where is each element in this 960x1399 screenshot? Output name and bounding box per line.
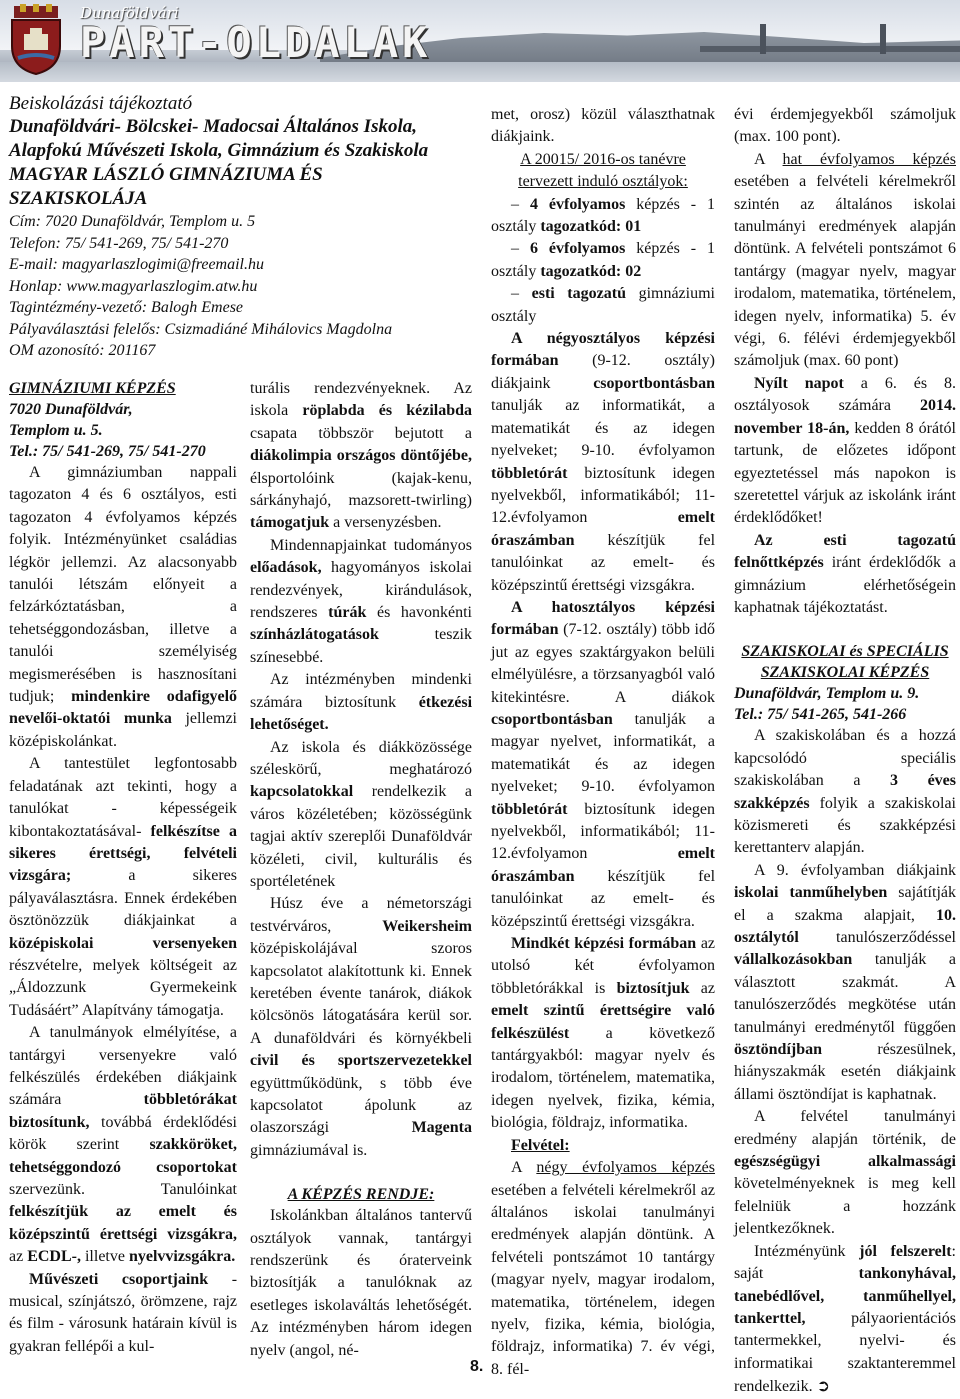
intro-block [9, 92, 469, 362]
section-place: 7020 Dunaföldvár, [9, 401, 133, 418]
paragraph: A 9. évfolyamban diákjaink iskolai tanműhelyben sajátítják el a szakma alapjait, 10. osztálytól tanulószerződéssel vállalkozásokban tanulják a választott szakmát. A tanulószerződés megkötése után tanulmányi eredménytől függően ösztöndíjban részesülnek, hiányszakmák esetén diákjaink állami ösztöndíjat is kaphatnak. [734, 861, 956, 1103]
brand-subtitle: Dunaföldvári [80, 4, 179, 22]
email-line[interactable]: E-mail: magyarlaszlogimi@freemail.hu [9, 256, 264, 273]
paragraph: Az esti tagozatú felnőttképzés iránt érdeklődők a gimnázium elérhetőségein kaphatnak tájékoztatást. [734, 531, 957, 616]
banner-bridge [700, 46, 960, 52]
list-item: – 4 évfolyamos képzés - 1 osztály tagozatkód: 01 [491, 195, 716, 236]
paragraph: Iskolánkban általános tantervű osztályok vannak, tantárgyi rendszerünk és óraterveink biztosítják a tanulóknak az esetleges iskolaváltás lehetőségét. Az intézményben három idegen nyelv (angol, né- [250, 1207, 472, 1359]
paragraph: A négyosztályos képzési formában (9-12. osztály) diákjaink csoportbontásban tanulják az informatikát, a matematikát és az idegen nyelveket; 9-10. évfolyamon többletórát biztosítunk idegen nyelvekből, informatikából; 11-12.évfolyamon emelt óraszámban készítjük fel tanulóinkat az emelt- és középszintű érettségi vizsgákra. [491, 330, 716, 594]
paragraph: A tanulmányok elmélyítése, a tantárgyi versenyekre való felkészülés érdekében diákjaink számára többletórákat biztosítunk, továbbá érdeklődési körök szerint szakköröket, tehetséggondozó csoportokat szervezünk. Tanulóinkat felkészítjük az emelt és középszintű érettségi vizsgákra, az ECDL-, illetve nyelvvizsgákra. [9, 1024, 237, 1266]
column-4 [734, 104, 956, 1399]
page-number: 8. [470, 1358, 484, 1375]
paragraph: Az intézményben mindenki számára biztosítunk étkezési lehetőséget. [250, 671, 473, 734]
paragraph: A szakiskolában és a hozzá kapcsolódó speciális szakiskolában a 3 éves szakképzés folyik a szakiskolai közismereti és szakképzési kerettanterv alapján. [734, 727, 957, 857]
column-3 [491, 104, 715, 1381]
paragraph: évi érdemjegyekből számoljuk (max. 100 pont). [734, 106, 956, 146]
brand-title: PART-OLDALAK [80, 18, 432, 67]
intro-kicker: Beiskolázási tájékoztató [9, 93, 193, 114]
section-heading-szakiskola: SZAKISKOLAI és SPECIÁLIS SZAKISKOLAI KÉPZÉS [741, 643, 949, 682]
section-place: Dunaföldvár, Templom u. 9. [734, 685, 920, 703]
column-1 [9, 378, 237, 1358]
section-phone: Tel.: 75/ 541-265, 541-266 [734, 706, 907, 724]
paragraph: A felvétel tanulmányi eredmény alapján történik, de egészségügyi alkalmassági követelményeknek is meg kell felelniük a hozzánk jelentkezőknek. [734, 1108, 956, 1238]
section-phone: Tel.: 75/ 541-269, 75/ 541-270 [9, 443, 206, 460]
paragraph: Mindkét képzési formában az utolsó két évfolyamon többletórákkal is biztosítjuk az emelt szintű érettségire való felkészülést a következő tantárgyakból: magyar nyelv és irodalom, történelem, matematika, idegen nyelvek, fizika, kémia, biológia, földrajz, informatika. [491, 935, 716, 1132]
paragraph: Az iskola és diákközössége széleskörű, meghatározó kapcsolatokkal rendelkezik a város közéletében; közösségünk tagjai aktív szereplői Dunaföldvár közéleti, civil, kulturális és sportéletének [250, 738, 472, 890]
website-line[interactable]: Honlap: www.magyarlaszlogim.atw.hu [9, 277, 258, 295]
paragraph: Intézményünk jól felszerelt: saját tankonyhával, tanebédlővel, tanműhellyel, tankerttel, pályaorientációs tantermekkel, nyelvi- és informatikai szaktanteremmel rendelkezik. ➲ [734, 1242, 956, 1396]
om-id-line: OM azonosító: 201167 [9, 342, 156, 359]
coat-of-arms-icon [6, 6, 66, 76]
paragraph: A hatosztályos képzési formában (7-12. osztály) több idő jut az egyes szaktárgyakon belüli elmélyülésre, a törzsanyagból való kitekintésre. A diákok csoportbontásban tanulják a magyar nyelvet, informatikát, a matematikát és az idegen nyelveket; 9-10. évfolyamon többletórát biztosítunk idegen nyelvekből, informatikából; 11-12.évfolyamon emelt óraszámban készítjük fel tanulóinkat az emelt- és középszintű érettségi vizsgákra. [491, 598, 716, 930]
paragraph: A tantestület legfontosabb feladatának azt tekinti, hogy a tanulókat - képességeik kibontakoztatásával- felkészítse a sikeres érettségi, felvételi vizsgára; a sikeres pályaválasztásra. Ennek érdekében ösztönözzük diákjainkat a középiskolai versenyeken részvételre, melyek költségeit az „Áldozzunk Gyermekeink Tudásáért” Alapítvány támogatja. [9, 755, 238, 1019]
leader-line: Tagintézmény-vezető: Balogh Emese [9, 299, 244, 316]
admission-heading: Felvétel: [511, 1136, 570, 1154]
classes-title: A 20015/ 2016-os tanévre tervezett induló osztályok: [518, 150, 688, 191]
paragraph: met, orosz) közül választhatnak diákjaink. [491, 106, 715, 146]
school-name: Dunaföldvári- Bölcskei- Madocsai Általános Iskola, Alapfokú Művészeti Iskola, Gimnázium és Szakiskola MAGYAR LÁSZLÓ GIMNÁZIUMA ÉS SZAKISKOLÁJA [9, 116, 429, 209]
list-item: – esti tagozatú gimnáziumi osztály [491, 285, 715, 325]
career-officer-line: Pályaválasztási felelős: Csizmadiáné Mihálovics Magdolna [9, 320, 393, 338]
address-line: Cím: 7020 Dunaföldvár, Templom u. 5 [9, 213, 256, 230]
paragraph: A gimnáziumban nappali tagozaton 4 és 6 osztályos, esti tagozaton 4 évfolyamos képzés folyik. Intézményünket családias légkör jellemzi. Az alacsonyabb tanulói létszám előnyeit a felzárkóztatásban, a tehetséggondozásban, illetve a tanulói személyiség megismerésében is hasznosítani tudjuk; mindenkire odafigyelő nevelői-oktatói munka jellemzi középiskolánkat. [9, 464, 238, 750]
header-banner [0, 0, 960, 82]
paragraph: Húsz éve a németországi testvérváros, Weikersheim középiskolájával szoros kapcsolatot alakítottunk ki. Ennek keretében évente tanárok, diákok kölcsönös látogatására kerül sor. A dunaföldvári és környékbeli civil és sportszervezetekkel együttműködünk, s több éve kapcsolatot ápolunk az olaszországi Magenta gimnáziumával is. [250, 895, 472, 1159]
section-place: Templom u. 5. [9, 422, 103, 439]
continue-arrow-icon: ➲ [816, 1376, 831, 1396]
bridge-tower [760, 24, 766, 54]
column-2 [250, 378, 472, 1362]
list-item: – 6 évfolyamos képzés - 1 osztály tagozatkód: 02 [491, 240, 716, 280]
section-heading-kepzes-rendje: A KÉPZÉS RENDJE: [287, 1186, 435, 1204]
bridge-tower [880, 24, 886, 54]
paragraph: Művészeti csoportjaink - musical, színjátszó, örömzene, rajz és film - városunk határain kívül is gyakran fellépői a kul- [9, 1270, 238, 1355]
section-heading-gimnazium: GIMNÁZIUMI KÉPZÉS [9, 380, 176, 397]
paragraph: A négy évfolyamos képzés esetében a felvételi kérelmekről az általános iskolai tanulmányi eredmények alapján döntünk. A felvételi pontszámot 10 tantárgy (magyar nyelv, magyar irodalom, matematika, történelem, idegen nyelv, fizika, kémia, biológia, földrajz, informatika) 7. év végi, 8. fél- [491, 1159, 716, 1378]
paragraph: Nyílt napot a 6. és 8. osztályosok számára 2014. november 18-án, kedden 8 órától tartunk, de előzetes időpont egyeztetéssel más napokon is szeretettel várjuk az iskolánk iránt érdeklődőket! [734, 374, 957, 527]
paragraph: turális rendezvényeknek. Az iskola röplabda és kézilabda csapata többször bejutott a diákolimpia országos döntőjébe, élsportolóink (kajak-kenu, sárkányhajó, mazsorett-twirling) támogatjuk a versenyzésben. [250, 380, 472, 532]
phone-line: Telefon: 75/ 541-269, 75/ 541-270 [9, 234, 229, 252]
paragraph: A hat évfolyamos képzés esetében a felvételi kérelmekről szintén az általános iskolai tanulmányi eredmények alapján döntünk. A felvételi pontszámot 6 tantárgy (magyar nyelv, magyar irodalom, matematika, történelem, idegen nyelv, informatika) 5. év végi, 6. félévi érdemjegyekből számoljuk (max. 60 pont) [734, 150, 957, 370]
paragraph: Mindennapjainkat tudományos előadások, hagyományos iskolai rendezvények, kirándulások, rendszeres túrák és havonkénti színházlátogatások teszik színesebbé. [250, 536, 472, 666]
